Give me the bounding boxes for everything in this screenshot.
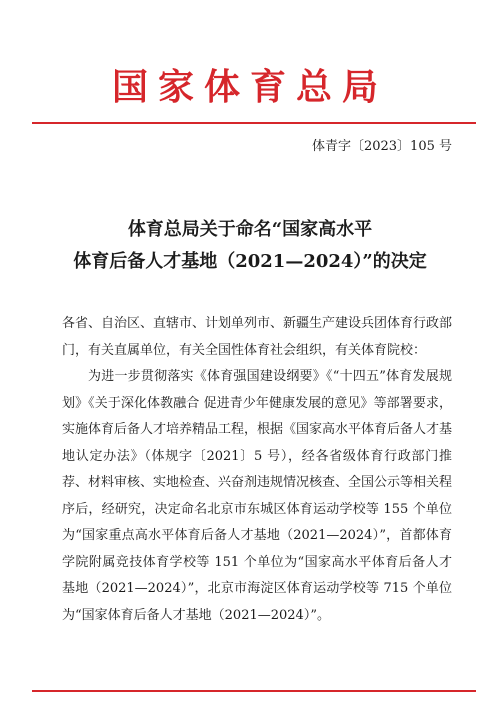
footer-red-rule xyxy=(32,690,476,692)
document-title-line-2: 体育后备人才基地（2021—2024）”的决定 xyxy=(73,251,427,272)
masthead-red-rule xyxy=(32,122,476,124)
salutation: 各省、自治区、直辖市、计划单列市、新疆生产建设兵团体育行政部门，有关直属单位，有关全国性体育社会组织，有关体育院校： xyxy=(62,316,453,358)
document-title-line-1: 体育总局关于命名“国家高水平 xyxy=(127,219,373,240)
issuer-masthead: 国家体育总局 xyxy=(111,67,388,108)
body-paragraph: 为进一步贯彻落实《体育强国建设纲要》《“十四五”体育发展规划》《关于深化体教融合 促进青少年健康发展的意见》等部署要求，实施体育后备人才培养精品工程，根据《国家高水平体育后备人才基地认定办法》（体规字〔2021〕5 号），经各省级体育行政部门推荐、材料审核、实地检查、兴奋剂违规情况核查、全国公示等相关程序后，经研究，决定命名北京市东城区体育运动学校等 155 个单位为“国家重点高水平体育后备人才基地（2021—2024）”，首都体育学院附属竞技体育学校等 151 个单位为“国家高水平体育后备人才基地（2021—2024）”，北京市海淀区体育运动学校等 715 个单位为“国家体育后备人才基地（2021—2024）”。 xyxy=(62,369,453,623)
document-body xyxy=(62,311,452,629)
document-number: 体青字〔2023〕105 号 xyxy=(311,139,452,154)
document-title xyxy=(0,214,500,278)
